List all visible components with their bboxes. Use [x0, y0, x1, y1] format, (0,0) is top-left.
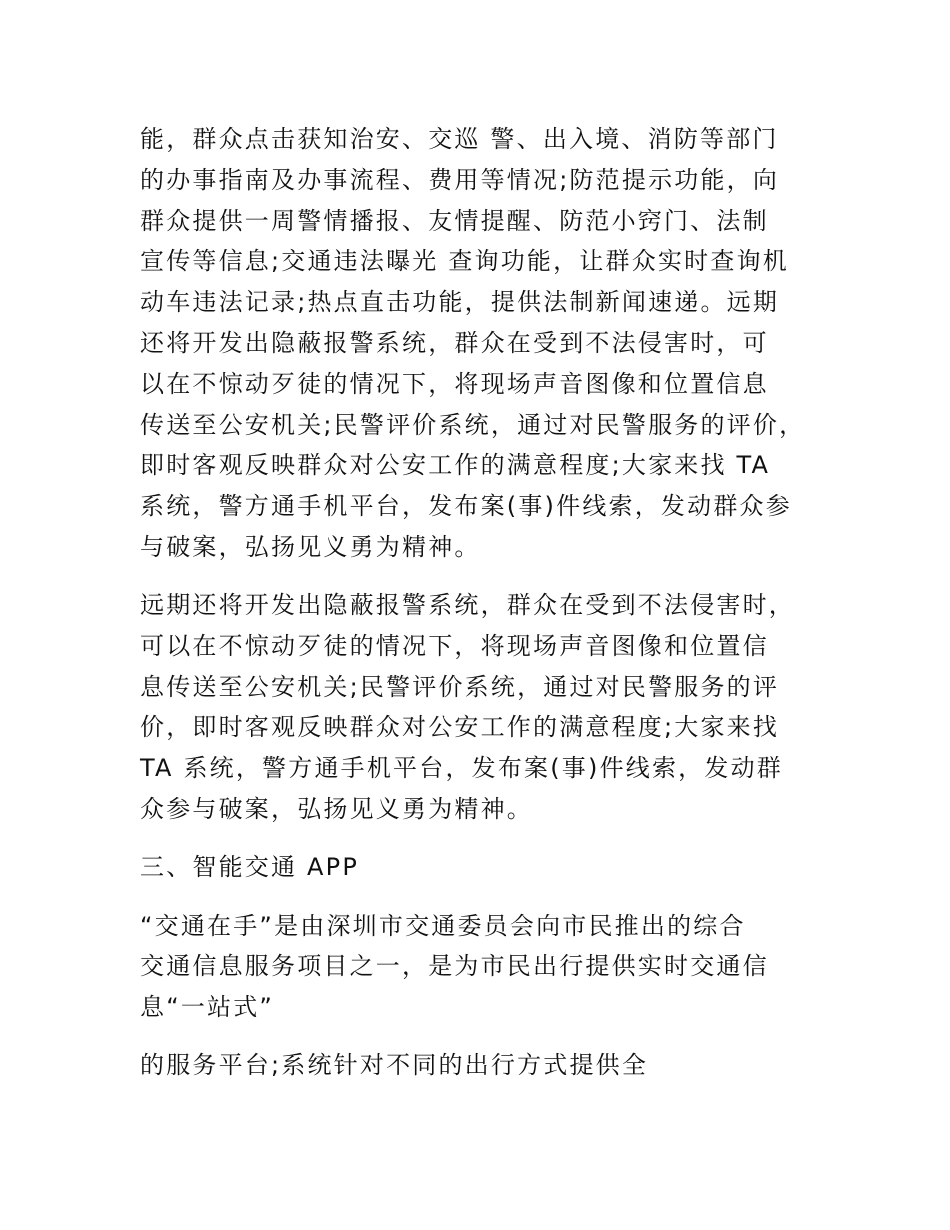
paragraph-3-line-1: “交通在手”是由深圳市交通委员会向市民推出的综合 [140, 912, 746, 940]
paragraph-1-line-7: 以在不惊动歹徒的情况下，将现场声音图像和位置信息 [140, 370, 769, 398]
paragraph-1-line-8: 传送至公安机关;民警评价系统，通过对民警服务的评价， [140, 411, 806, 439]
paragraph-2-line-6: 众参与破案，弘扬见义勇为精神。 [140, 795, 533, 823]
paragraph-2-line-2: 可以在不惊动歹徒的情况下，将现场声音图像和位置信 [140, 632, 769, 660]
paragraph-1-line-6: 还将开发出隐蔽报警系统，群众在受到不法侵害时，可 [140, 329, 769, 357]
paragraph-2-line-3: 息传送至公安机关;民警评价系统，通过对民警服务的评 [140, 673, 780, 701]
paragraph-1-line-3: 群众提供一周警情播报、友情提醒、防范小窍门、法制 [140, 207, 769, 235]
paragraph-3-line-2: 交通信息服务项目之一，是为市民出行提供实时交通信 [140, 952, 769, 980]
paragraph-1-line-11: 与破案，弘扬见义勇为精神。 [140, 533, 481, 561]
section-heading: 三、智能交通 APP [140, 853, 359, 881]
paragraph-4-line-1: 的服务平台;系统针对不同的出行方式提供全 [140, 1051, 649, 1079]
paragraph-2-line-4: 价，即时客观反映群众对公安工作的满意程度;大家来找 [140, 713, 780, 741]
paragraph-1-line-10: 系统，警方通手机平台，发布案(事)件线索，发动群众参 [140, 492, 792, 520]
paragraph-3-line-3: 息“一站式” [140, 993, 275, 1021]
paragraph-2-line-1: 远期还将开发出隐蔽报警系统，群众在受到不法侵害时， [140, 591, 795, 619]
paragraph-1-line-1: 能，群众点击获知治安、交巡 警、出入境、消防等部门 [140, 125, 779, 153]
paragraph-1-line-2: 的办事指南及办事流程、费用等情况;防范提示功能，向 [140, 166, 780, 194]
paragraph-1-line-9: 即时客观反映群众对公安工作的满意程度;大家来找 TA [140, 451, 771, 479]
paragraph-1-line-5: 动车违法记录;热点直击功能，提供法制新闻速递。远期 [140, 288, 780, 316]
paragraph-1-line-4: 宣传等信息;交通违法曝光 查询功能，让群众实时查询机 [140, 247, 789, 275]
paragraph-2-line-5: TA 系统，警方通手机平台，发布案(事)件线索，发动群 [140, 754, 783, 782]
